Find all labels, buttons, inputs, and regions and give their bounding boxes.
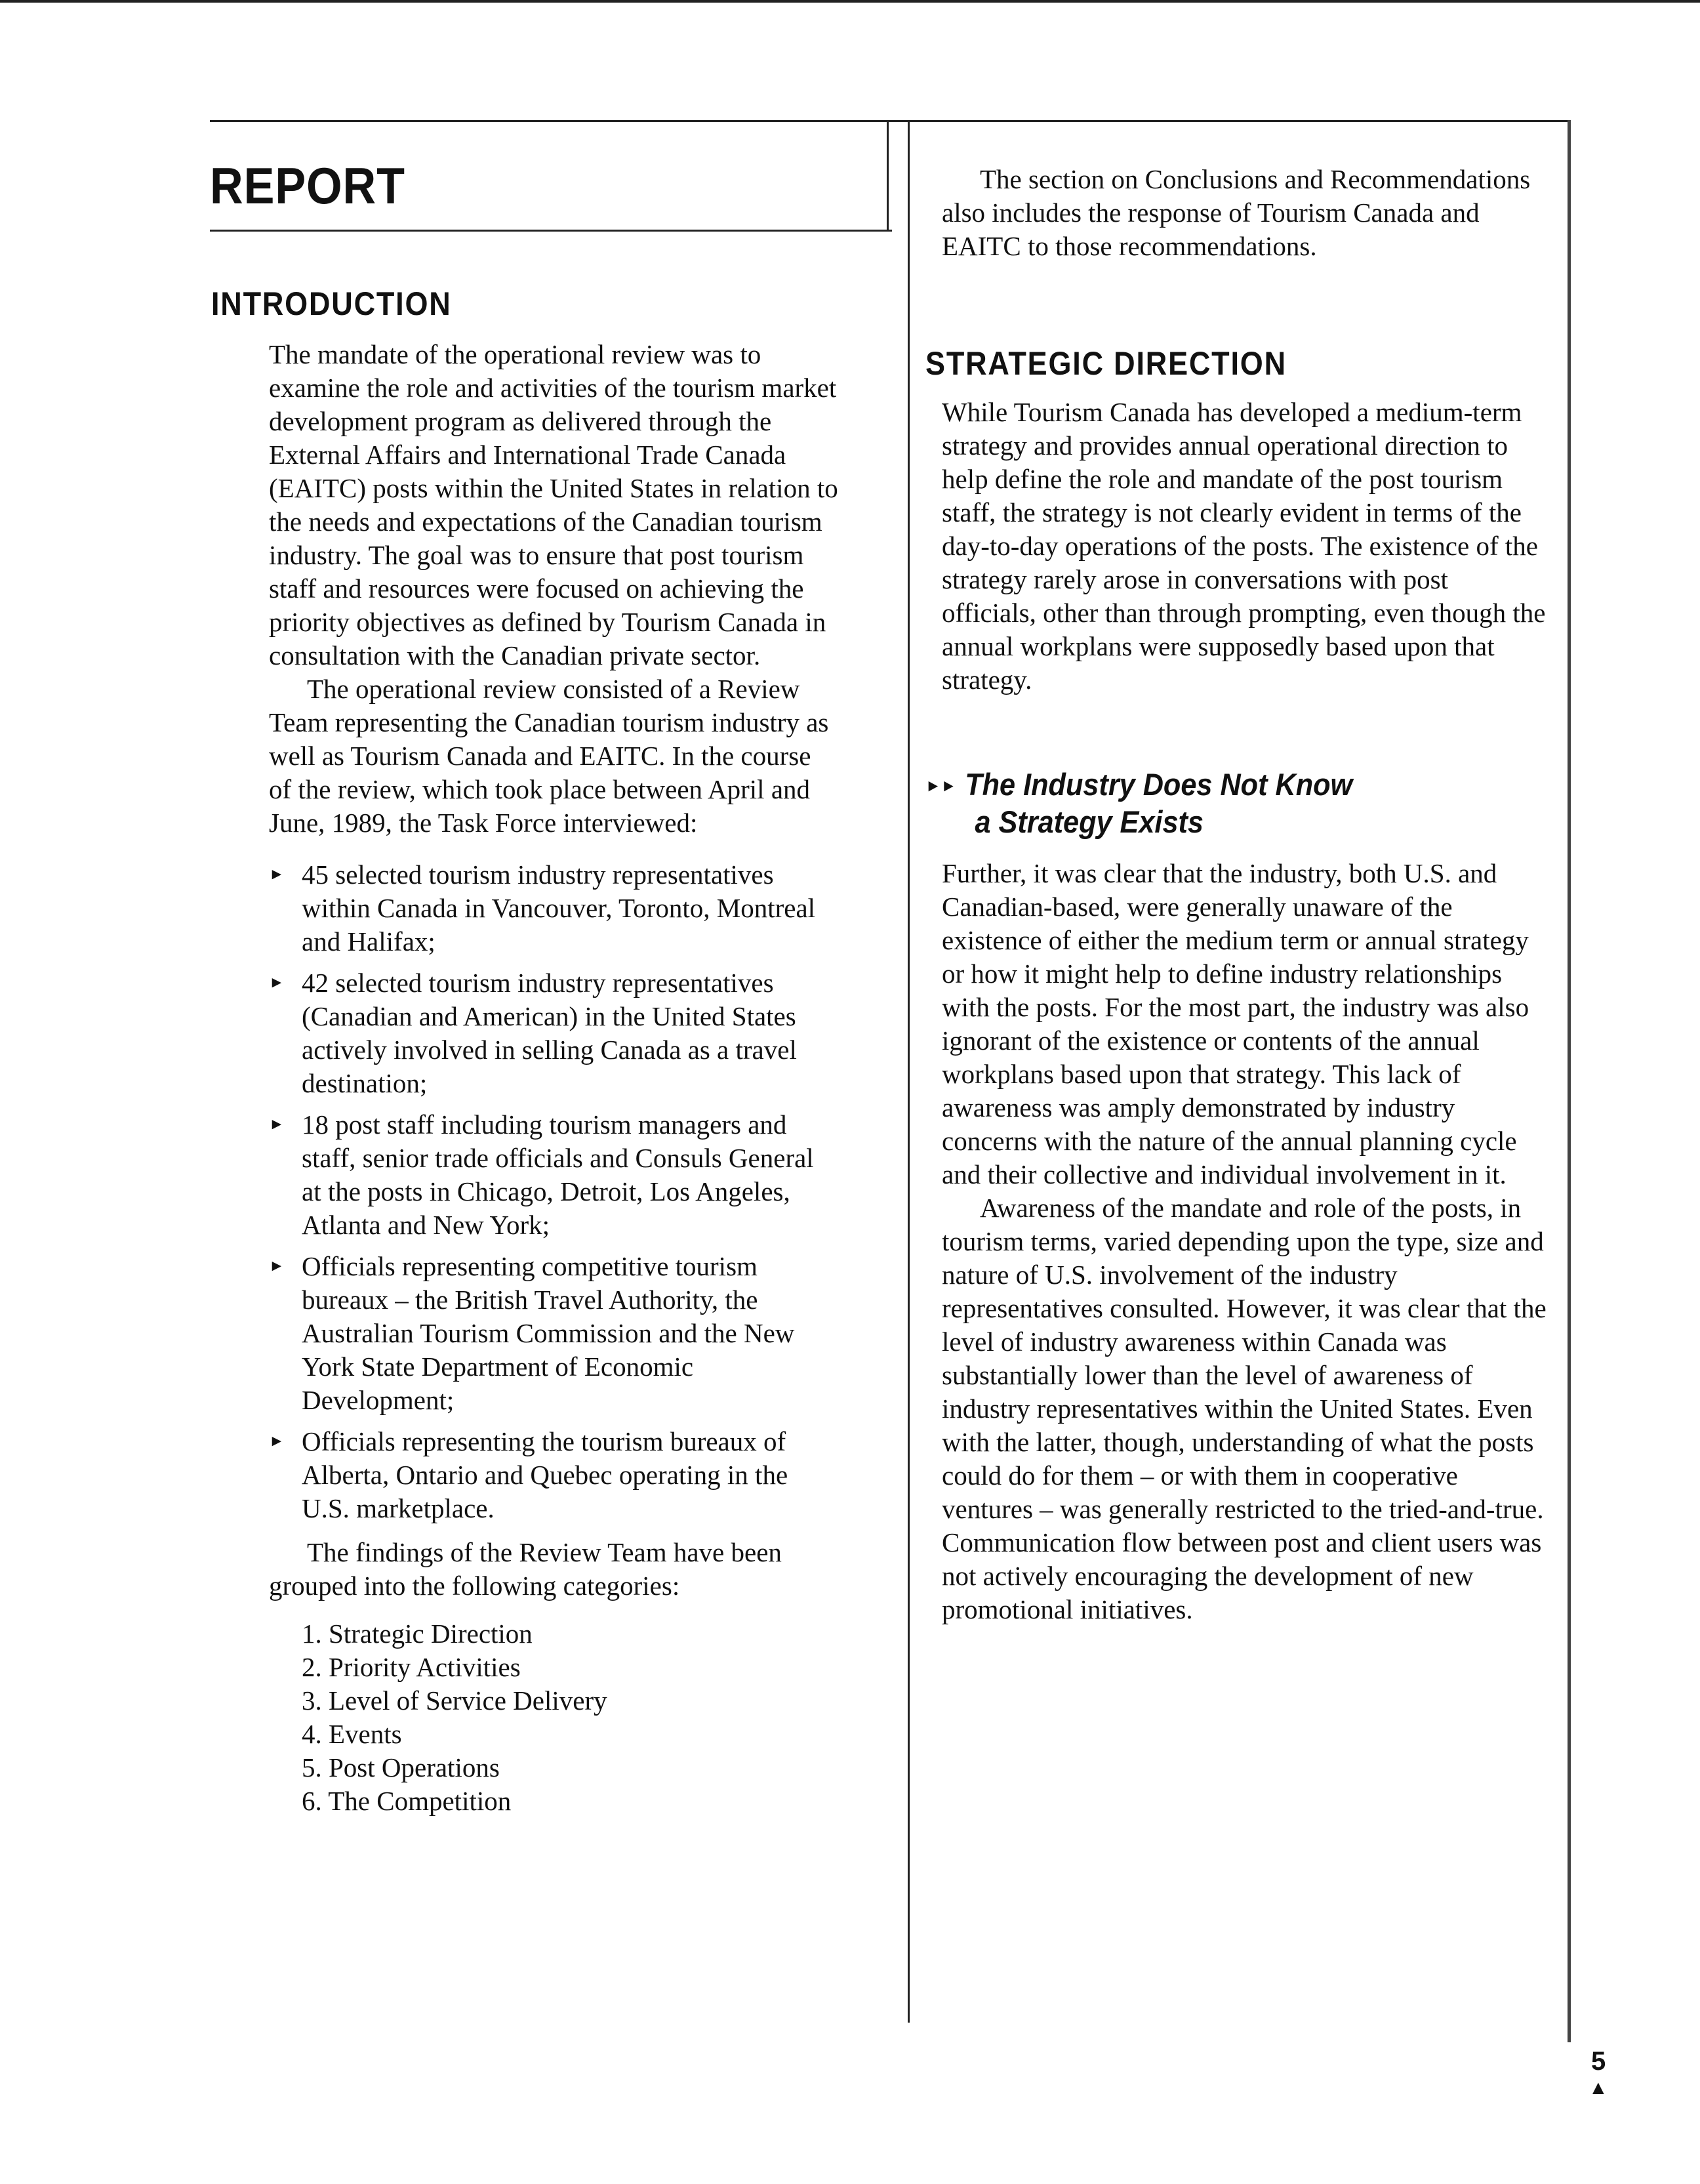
- list-item: ► 42 selected tourism industry representatives (Canadian and American) in the United States actively involved in selling Canada as a travel destination;: [269, 968, 797, 1098]
- introduction-paragraph-3: The findings of the Review Team have been grouped into the following categories:: [269, 1537, 782, 1601]
- right-margin-rule: [1568, 120, 1571, 2042]
- strategic-direction-section: [942, 396, 1548, 697]
- category-list: [269, 1617, 840, 1818]
- industry-subsection: [942, 857, 1548, 1626]
- right-intro-block: [942, 163, 1548, 263]
- list-item: ► 18 post staff including tourism managers and staff, senior trade officials and Consuls General at the posts in Chicago, Detroit, Los Angeles, Atlanta and New York;: [269, 1109, 814, 1240]
- bullet-triangle-icon: ►: [269, 974, 285, 991]
- list-item: 5. Post Operations: [302, 1752, 500, 1782]
- industry-paragraph-1: Further, it was clear that the industry, both U.S. and Canadian-based, were generally unaware of the existence of either the medium term or annual strategy or how it might help to define industry relationships with the posts. For the most part, the industry was also ignorant of the existence or contents of the annual workplans based upon that strategy. This lack of awareness was amply demonstrated by industry concerns with the nature of the annual planning cycle and their collective and individual involvement in it.: [942, 858, 1529, 1189]
- column-divider: [908, 120, 910, 2023]
- list-item: ► Officials representing competitive tourism bureaux – the British Travel Authority, the Australian Tourism Commission and the New York State Department of Economic Development;: [269, 1251, 795, 1415]
- list-item: 3. Level of Service Delivery: [302, 1685, 607, 1716]
- list-item: 6. The Competition: [302, 1786, 512, 1816]
- industry-paragraph-2: Awareness of the mandate and role of the posts, in tourism terms, varied depending upon the type, size and nature of U.S. involvement of the industry representatives consulted. However, it was clear that the level of industry awareness within Canada was substantially lower than the level of awareness of industry representatives within the United States. Even with the latter, though, understanding of what the posts could do for them – or with them in cooperative ventures – was generally restricted to the tried-and-true. Communication flow between post and client users was not actively encouraging the development of new promotional initiatives.: [942, 1193, 1547, 1624]
- page-marker-triangle-icon: ▲: [1589, 2077, 1608, 2099]
- report-bottom-rule: [210, 230, 892, 232]
- strategic-direction-paragraph: While Tourism Canada has developed a medium-term strategy and provides annual operational direction to help define the role and mandate of the post tourism staff, the strategy is not clearly evident in terms of the day-to-day operations of the posts. The existence of the strategy rarely arose in conversations with post officials, other than through prompting, even though the annual workplans were supposedly based upon that strategy.: [942, 397, 1546, 695]
- bullet-triangle-icon: ►: [269, 1433, 285, 1450]
- double-arrow-icon: ►►: [925, 775, 957, 795]
- title-box-right-rule: [887, 120, 889, 232]
- report-title: REPORT: [210, 157, 405, 215]
- introduction-heading: INTRODUCTION: [211, 285, 452, 322]
- list-item: 1. Strategic Direction: [302, 1618, 533, 1649]
- list-item: ► Officials representing the tourism bureaux of Alberta, Ontario and Quebec operating in the U.S. marketplace.: [269, 1426, 788, 1523]
- industry-subsection-heading: ►► The Industry Does Not Know a Strategy Exists: [925, 767, 1353, 839]
- list-item: 4. Events: [302, 1719, 402, 1749]
- strategic-direction-heading: STRATEGIC DIRECTION: [925, 345, 1287, 382]
- bullet-triangle-icon: ►: [269, 866, 285, 883]
- conclusions-note-paragraph: The section on Conclusions and Recommendations also includes the response of Tourism Canada and EAITC to those recommendations.: [942, 164, 1531, 261]
- top-border-line: [0, 0, 1700, 3]
- interviewee-list: [269, 858, 840, 1525]
- introduction-paragraph-2: The operational review consisted of a Review Team representing the Canadian tourism industry as well as Tourism Canada and EAITC. In the course of the review, which took place between April and June, 1989, the Task Force interviewed:: [269, 674, 829, 838]
- bullet-triangle-icon: ►: [269, 1116, 285, 1133]
- report-top-rule: [210, 120, 1568, 122]
- list-item: 2. Priority Activities: [302, 1652, 521, 1682]
- bullet-triangle-icon: ►: [269, 1258, 285, 1275]
- page-number: 5: [1591, 2047, 1606, 2076]
- list-item: ► 45 selected tourism industry representatives within Canada in Vancouver, Toronto, Montreal and Halifax;: [269, 859, 816, 957]
- introduction-paragraph-1: The mandate of the operational review was to examine the role and activities of the tourism market development program as delivered through the External Affairs and International Trade Canada (EAITC) posts within the United States in relation to the needs and expectations of the Canadian tourism industry. The goal was to ensure that post tourism staff and resources were focused on achieving the priority objectives as defined by Tourism Canada in consultation with the Canadian private sector.: [269, 339, 838, 670]
- introduction-section: [269, 338, 840, 1818]
